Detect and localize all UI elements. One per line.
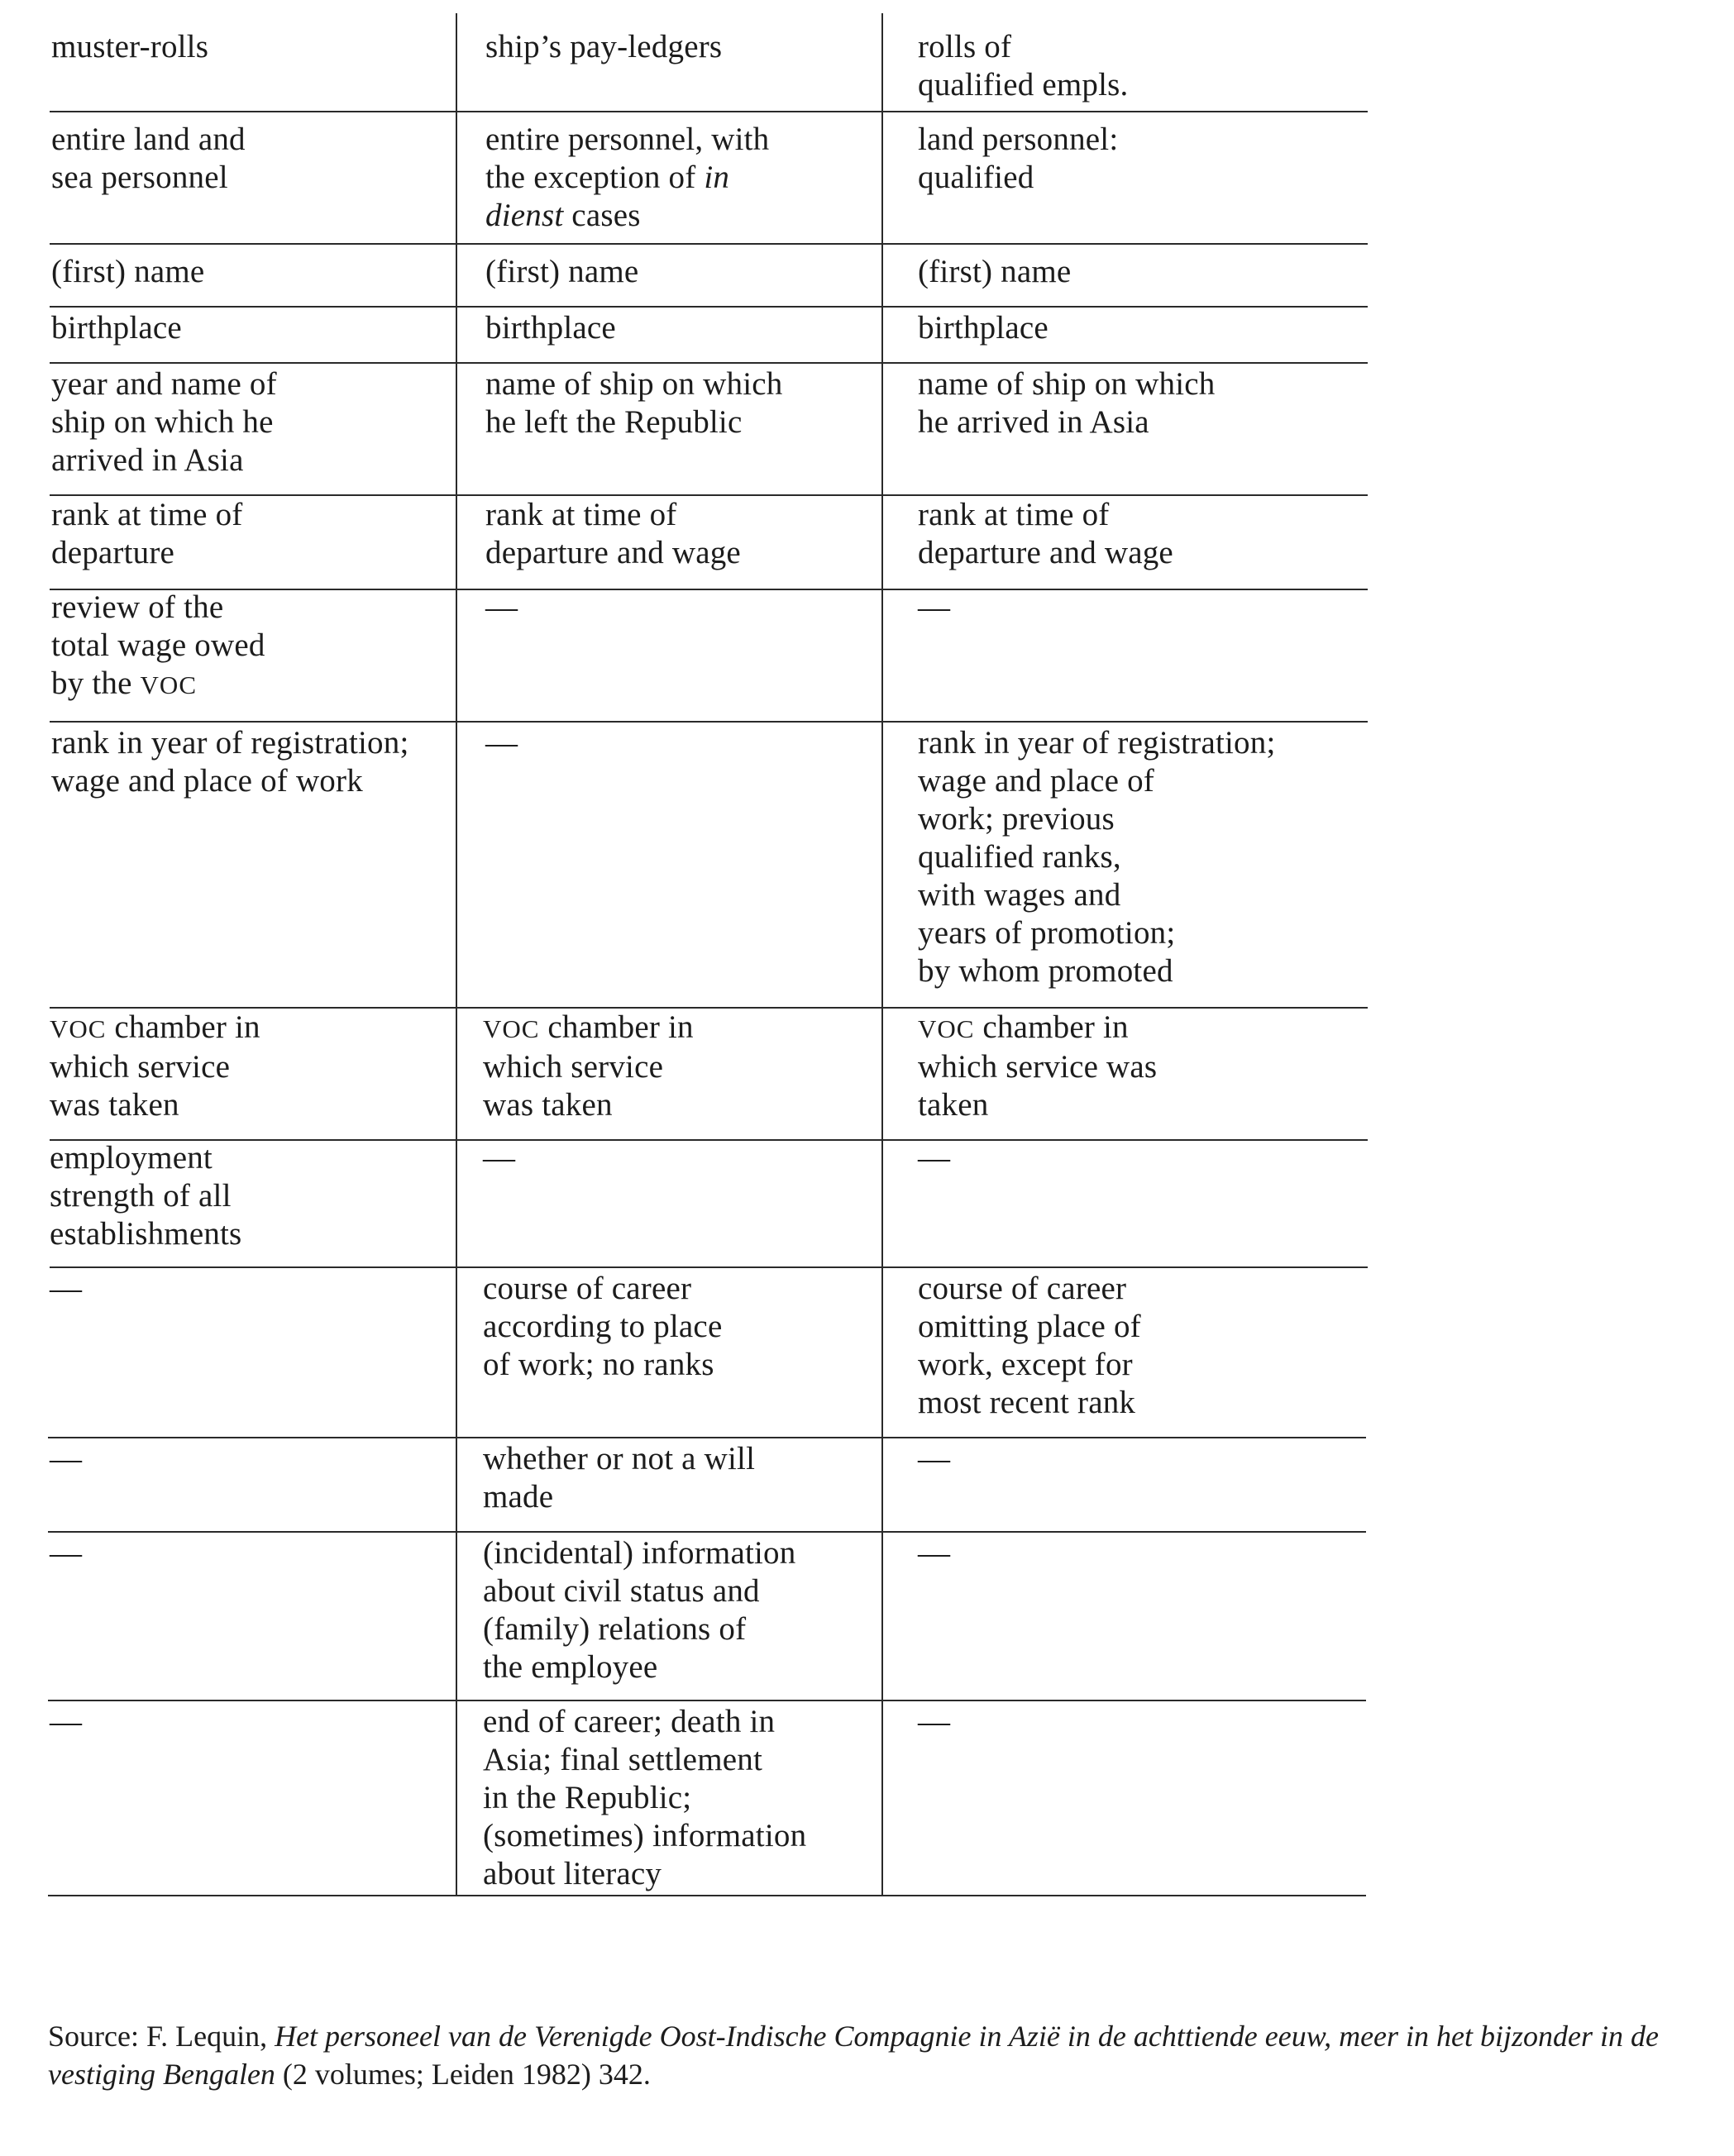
table-cell: — [485,589,518,625]
table-cell: (incidental) information about civil status and (family) relations of the employee [483,1535,796,1685]
row-rule [48,1437,1366,1438]
table-cell: employment strength of all establishments [50,1140,242,1252]
table-cell: rank at time of departure and wage [485,497,741,570]
table-cell: name of ship on which he left the Republic [485,366,783,440]
source-title: Het personeel van de Verenigde Oost-Indische Compagnie in Azië in de achttiende eeuw, meer in het bijzonder in de vestiging Bengalen [48,2020,1660,2091]
table-cell: rank at time of departure and wage [918,497,1173,570]
table-cell: — [918,1704,951,1739]
table-cell: course of career according to place of work; no ranks [483,1271,723,1382]
table-cell: — [918,589,951,625]
table-cell: — [918,1535,951,1571]
source-label: Source: [48,2020,139,2053]
source-details: (2 volumes; Leiden 1982) 342. [282,2058,651,2091]
header-qualified-rolls: rolls of qualified empls. [918,29,1129,103]
table-cell: rank at time of departure [51,497,243,570]
table-cell: — [918,1441,951,1476]
table-cell: entire land and sea personnel [51,122,246,195]
source-citation [48,2017,1693,2093]
table-cell: end of career; death in Asia; final settlement in the Republic; (sometimes) information about literacy [483,1704,807,1891]
table-cell: entire personnel, with the exception of in dienst cases [485,122,770,233]
table-cell: — [50,1441,83,1476]
source-author: F. Lequin, [146,2020,268,2053]
row-rule [50,1266,1368,1268]
table-cell: whether or not a will made [483,1441,756,1514]
table-cell: (first) name [918,254,1072,289]
row-rule [48,1700,1366,1701]
row-rule [50,362,1368,364]
table-cell: birthplace [51,310,182,346]
row-rule [50,243,1368,245]
table-cell: — [918,1140,951,1176]
table-cell: (first) name [485,254,639,289]
row-rule [50,1139,1368,1141]
table-cell: name of ship on which he arrived in Asia [918,366,1216,440]
column-divider [881,13,883,1895]
table-cell: rank in year of registration; wage and place of work [51,725,409,799]
row-rule [48,1895,1366,1896]
row-rule [50,306,1368,308]
table-cell: review of the total wage owed by the VOC [51,589,265,701]
column-divider [456,13,457,1895]
table-cell: year and name of ship on which he arrived in Asia [51,366,277,478]
table-cell: — [485,725,518,761]
table-cell: — [50,1704,83,1739]
table-cell: course of career omitting place of work, except for most recent rank [918,1271,1141,1420]
row-rule [48,1531,1366,1533]
table-cell: birthplace [918,310,1049,346]
table-cell: land personnel: qualified [918,122,1119,195]
table-cell: VOC chamber in which service was taken [483,1009,694,1123]
table-cell: birthplace [485,310,616,346]
table-cell: — [50,1271,83,1306]
table-cell: (first) name [51,254,205,289]
header-pay-ledgers: ship’s pay-ledgers [485,29,723,64]
row-rule [50,111,1368,112]
table-cell: — [50,1535,83,1571]
table-cell: VOC chamber in which service was taken [918,1009,1158,1123]
table-cell: — [483,1140,516,1176]
header-muster-rolls: muster-rolls [51,29,209,64]
table-cell: rank in year of registration; wage and place of work; previous qualified ranks, with wages and years of promotion; by whom promoted [918,725,1276,989]
row-rule [50,721,1368,723]
table-cell: VOC chamber in which service was taken [50,1009,260,1123]
